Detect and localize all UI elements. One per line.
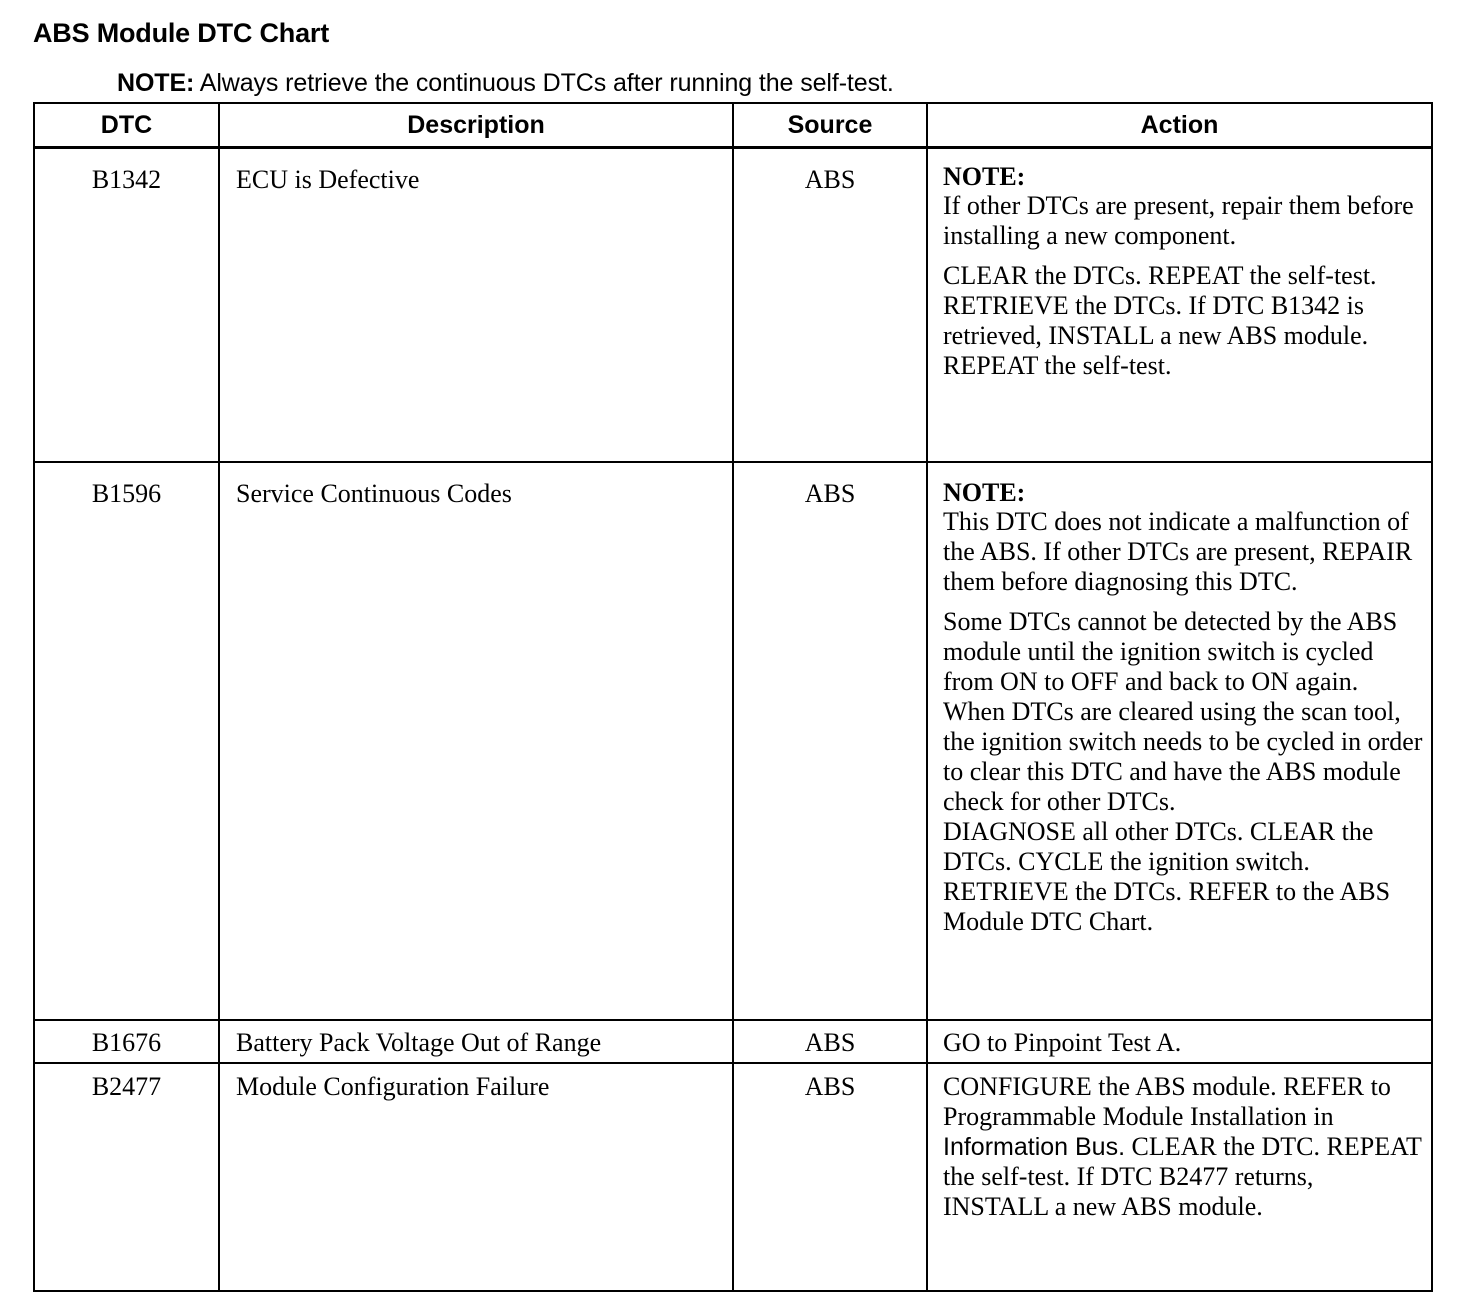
action-text: GO to Pinpoint Test A. [943, 1028, 1182, 1057]
page-title: ABS Module DTC Chart [33, 18, 329, 48]
dtc-code: B2477 [91, 1072, 162, 1101]
source-cell [733, 462, 927, 1020]
dtc-description: ECU is Defective [236, 165, 420, 194]
action-note-text: If other DTCs are present, repair them before installing a new component. [943, 191, 1414, 250]
dtc-cell [34, 148, 219, 463]
dtc-description: Service Continuous Codes [236, 479, 512, 508]
table-row [34, 462, 1432, 1020]
source-cell [733, 148, 927, 463]
source-cell [733, 1020, 927, 1063]
table-row [34, 1063, 1432, 1291]
description-cell [219, 1020, 733, 1063]
header-source: Source [733, 103, 927, 148]
description-cell [219, 1063, 733, 1291]
dtc-code: B1676 [91, 1028, 162, 1057]
action-cell [927, 1020, 1432, 1063]
table-row [34, 1020, 1432, 1063]
action-cell [927, 1063, 1432, 1291]
action-note-label: NOTE: [943, 478, 1026, 507]
dtc-description: Battery Pack Voltage Out of Range [236, 1028, 602, 1057]
action-note-label: NOTE: [943, 162, 1026, 191]
action-cell [927, 148, 1432, 463]
action-text: CLEAR the DTCs. REPEAT the self-test. RETRIEVE the DTCs. If DTC B1342 is retrieved, INSTALL a new ABS module. REPEAT the self-test. [943, 261, 1377, 380]
description-cell [219, 462, 733, 1020]
dtc-description: Module Configuration Failure [236, 1072, 550, 1101]
dtc-cell [34, 1063, 219, 1291]
action-text-b: CLEAR the DTC. REPEAT the self-test. If DTC B2477 returns, INSTALL a new ABS module. [943, 1132, 1422, 1221]
source-cell [733, 1063, 927, 1291]
information-bus-reference: Information Bus. [943, 1133, 1126, 1161]
table-row [34, 148, 1432, 463]
action-text [943, 1072, 1423, 1222]
dtc-table [33, 102, 1433, 1292]
dtc-source: ABS [804, 1072, 856, 1101]
action-text: Some DTCs cannot be detected by the ABS module until the ignition switch is cycled from ON to OFF and back to ON again. When DTCs are cleared using the scan tool, the ignition switch needs to be cycled in order to clear this DTC and have the ABS module check for other DTCs. [943, 607, 1423, 816]
action-note-text: This DTC does not indicate a malfunction of the ABS. If other DTCs are present, REPAIR them before diagnosing this DTC. [943, 507, 1413, 596]
dtc-code: B1596 [91, 479, 162, 508]
action-cell [927, 462, 1432, 1020]
header-description: Description [219, 103, 733, 148]
intro-note [117, 66, 894, 100]
action-text-a: CONFIGURE the ABS module. REFER to Programmable Module Installation in [943, 1072, 1391, 1131]
dtc-cell [34, 462, 219, 1020]
action-text-2: DIAGNOSE all other DTCs. CLEAR the DTCs. CYCLE the ignition switch. RETRIEVE the DTCs. REFER to the ABS Module DTC Chart. [943, 817, 1391, 936]
dtc-code: B1342 [91, 165, 162, 194]
dtc-cell [34, 1020, 219, 1063]
description-cell [219, 148, 733, 463]
intro-note-label: NOTE: [117, 69, 195, 97]
header-action: Action [927, 103, 1432, 148]
intro-note-text: Always retrieve the continuous DTCs after running the self-test. [199, 69, 894, 97]
header-dtc: DTC [34, 103, 219, 148]
table-header-row [34, 103, 1432, 148]
dtc-source: ABS [804, 1028, 856, 1057]
dtc-source: ABS [804, 165, 856, 194]
dtc-source: ABS [804, 479, 856, 508]
